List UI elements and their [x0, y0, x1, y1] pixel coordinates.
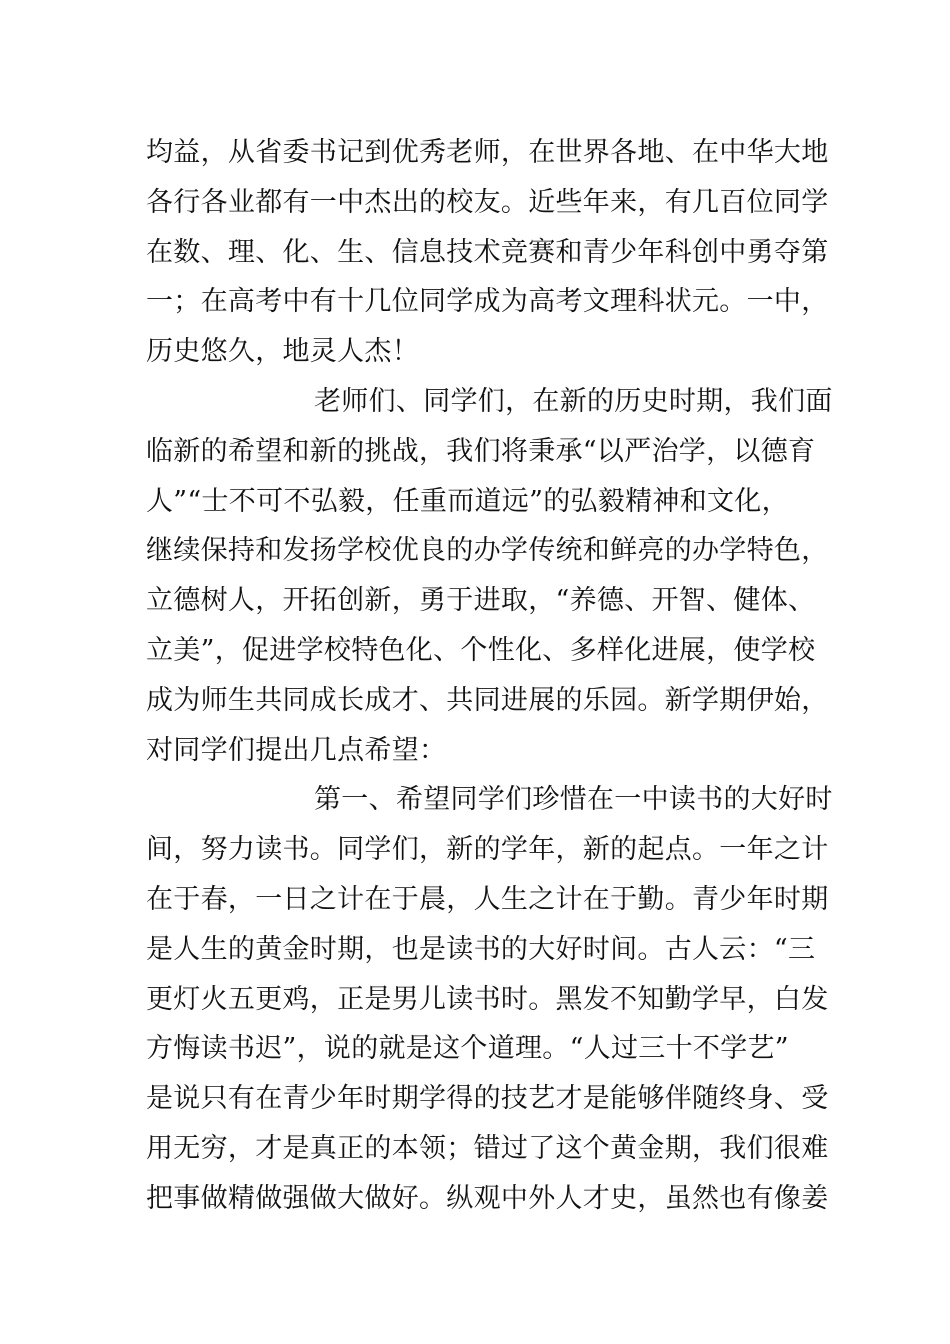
text-line: 立美”，促进学校特色化、个性化、多样化进展，使学校	[146, 634, 816, 666]
text-line: 均益，从省委书记到优秀老师，在世界各地、在中华大地	[146, 137, 829, 168]
text-line: 更灯火五更鸡，正是男儿读书时。黑发不知勤学早，白发	[146, 983, 829, 1015]
text-line: 人”“士不可不弘毅，任重而道远”的弘毅精神和文化，	[146, 485, 789, 517]
text-line: 在数、理、化、生、信息技术竞赛和青少年科创中勇夺第	[146, 236, 829, 268]
text-line: 各行各业都有一中杰出的校友。近些年来，有几百位同学	[146, 186, 829, 218]
text-line: 把事做精做强做大做好。纵观中外人才史，虽然也有像姜	[146, 1182, 829, 1214]
text-line: 历史悠久，地灵人杰！	[146, 336, 419, 368]
text-line: 用无穷，才是真正的本领；错过了这个黄金期，我们很难	[146, 1132, 829, 1164]
text-line: 立德树人，开拓创新，勇于进取，“养德、开智、健体、	[146, 585, 816, 617]
text-line: 对同学们提出几点希望：	[146, 734, 447, 766]
body-text	[146, 128, 833, 1224]
paragraph-start-line: 第一、希望同学们珍惜在一中读书的大好时	[314, 784, 833, 816]
text-line: 方悔读书迟”，说的就是这个道理。“人过三十不学艺”	[146, 1033, 789, 1065]
paragraph-start-line: 老师们、同学们，在新的历史时期，我们面	[314, 385, 833, 417]
text-line: 继续保持和发扬学校优良的办学传统和鲜亮的办学特色，	[146, 535, 829, 567]
text-line: 间，努力读书。同学们，新的学年，新的起点。一年之计	[146, 834, 829, 866]
text-line: 是人生的黄金时期，也是读书的大好时间。古人云：“三	[146, 933, 816, 965]
text-line: 临新的希望和新的挑战，我们将秉承“以严治学，以德育	[146, 435, 816, 467]
text-line: 成为师生共同成长成才、共同进展的乐园。新学期伊始，	[146, 684, 829, 716]
text-line: 一；在高考中有十几位同学成为高考文理科状元。一中，	[146, 286, 829, 318]
text-line: 是说只有在青少年时期学得的技艺才是能够伴随终身、受	[146, 1083, 829, 1115]
text-line: 在于春，一日之计在于晨，人生之计在于勤。青少年时期	[146, 883, 829, 915]
